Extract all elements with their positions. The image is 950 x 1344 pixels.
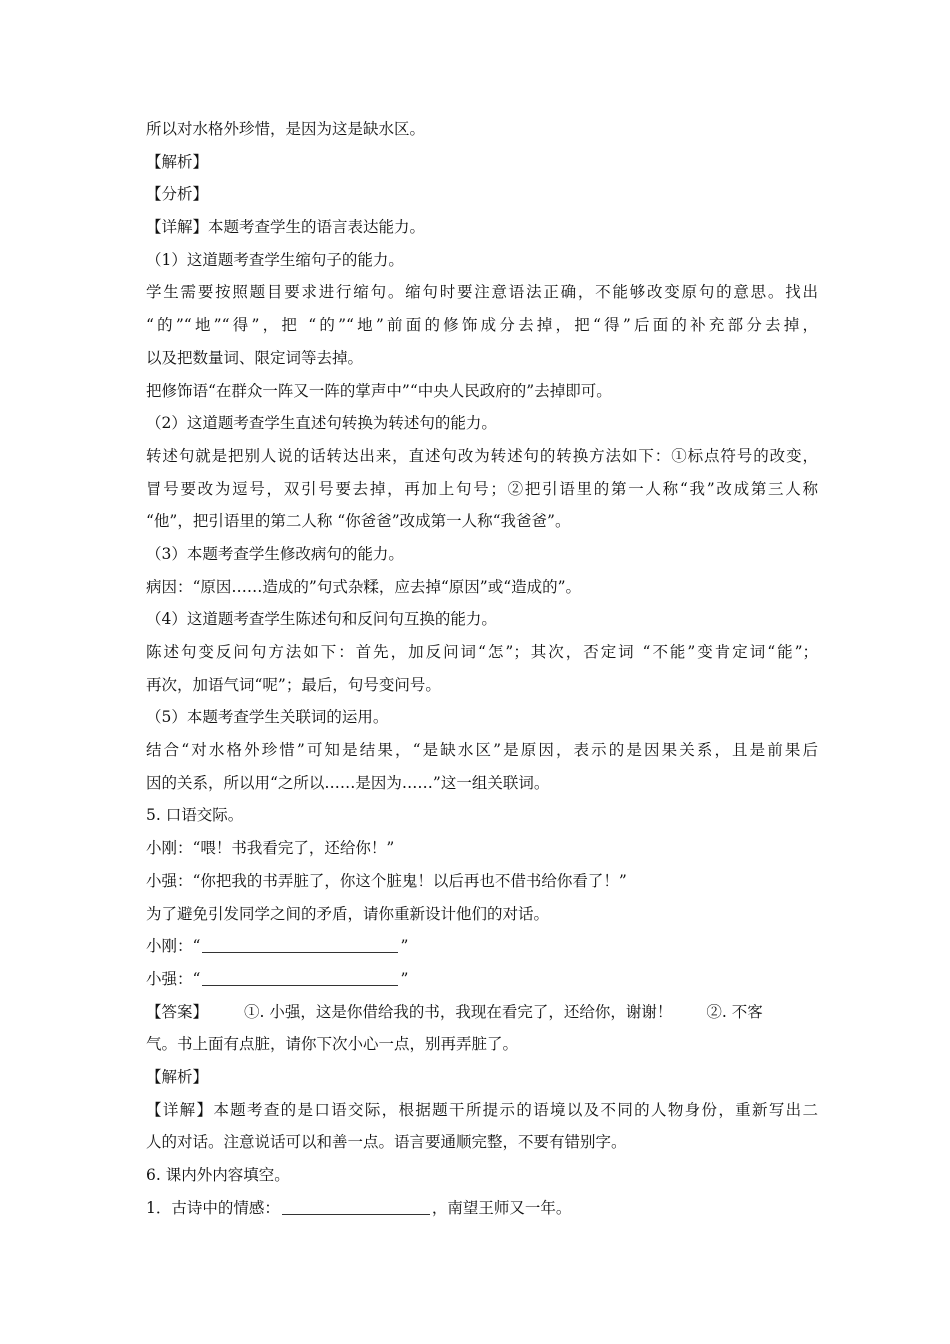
dialogue-prefix: 小刚：“: [146, 937, 201, 956]
text-line: 病因：“原因……造成的”句式杂糅，应去掉“原因”或“造成的”。: [146, 577, 582, 596]
text-line: 转述句就是把别人说的话转达出来，直述句改为转述句的转换方法如下：①标点符号的改变，: [146, 446, 818, 465]
text-line: 把修饰语“在群众一阵又一阵的掌声中”“中央人民政府的”去掉即可。: [146, 381, 612, 400]
dialogue-line: 小强：“你把我的书弄脏了，你这个脏鬼！以后再也不借书给你看了！”: [146, 871, 627, 890]
dialogue-blank-xiaogang: [146, 930, 818, 963]
fill-suffix: ，南望王师又一年。: [431, 1198, 572, 1217]
text-line: 为了避免引发同学之间的矛盾，请你重新设计他们的对话。: [146, 904, 550, 923]
fill-prefix: 1．古诗中的情感：: [146, 1198, 280, 1217]
document-content: [146, 113, 818, 1224]
close-quote: ”: [400, 937, 409, 956]
text-line: （3）本题考查学生修改病句的能力。: [146, 544, 404, 563]
text-line: 【详解】本题考查的是口语交际，根据题干所提示的语境以及不同的人物身份，重新写出二: [146, 1100, 818, 1119]
answer-label: 【答案】: [146, 1002, 209, 1021]
text-line: “他”，把引语里的第二人称 “你爸爸”改成第一人称“我爸爸”。: [146, 512, 571, 531]
answer-line: [146, 996, 818, 1029]
text-line: （1）这道题考查学生缩句子的能力。: [146, 250, 404, 269]
answer-continuation: 气。书上面有点脏，请你下次小心一点，别再弄脏了。: [146, 1035, 519, 1054]
dialogue-blank-xiaoqiang: [146, 963, 818, 996]
text-line: 冒号要改为逗号，双引号要去掉，再加上句号；②把引语里的第一人称“我”改成第三人称: [146, 479, 818, 498]
question-heading-5: 5. 口语交际。: [146, 806, 244, 825]
section-heading-analysis: 【解析】: [146, 152, 209, 171]
text-line: 因的关系，所以用“之所以……是因为……”这一组关联词。: [146, 773, 550, 792]
text-line: 所以对水格外珍惜，是因为这是缺水区。: [146, 120, 426, 138]
answer-part-2: ②. 不客: [706, 1002, 763, 1021]
text-line: 学生需要按照题目要求进行缩句。缩句时要注意语法正确，不能够改变原句的意思。找出: [146, 283, 818, 302]
text-line: 人的对话。注意说话可以和善一点。语言要通顺完整，不要有错别字。: [146, 1133, 627, 1152]
question-heading-6: 6. 课内外内容填空。: [146, 1166, 290, 1184]
answer-part-1: ①. 小强，这是你借给我的书，我现在看完了，还给你，谢谢！: [244, 1002, 673, 1021]
text-line: （5）本题考查学生关联词的运用。: [146, 708, 389, 727]
section-heading-fenxi: 【分析】: [146, 185, 209, 204]
fill-blank-item: [146, 1192, 818, 1225]
text-line: 陈述句变反问句方法如下：首先，加反问词“怎”；其次，否定词 “不能”变肯定词“能”；: [146, 643, 818, 661]
dialogue-prefix: 小强：“: [146, 969, 201, 988]
close-quote: ”: [400, 969, 409, 988]
text-line: 以及把数量词、限定词等去掉。: [146, 348, 364, 367]
text-line: 结合“对水格外珍惜”可知是结果，“是缺水区”是原因，表示的是因果关系，且是前果后: [146, 741, 818, 760]
answer-blank: [202, 969, 398, 986]
answer-blank: [202, 936, 398, 953]
text-line: （4）这道题考查学生陈述句和反问句互换的能力。: [146, 610, 497, 629]
text-line: “的”“地”“得”，把 “的”“地”前面的修饰成分去掉，把“得”后面的补充部分去掉，: [146, 316, 818, 335]
answer-blank: [282, 1198, 430, 1215]
text-line: 【详解】本题考查学生的语言表达能力。: [146, 218, 426, 237]
text-line: （2）这道题考查学生直述句转换为转述句的能力。: [146, 414, 497, 433]
text-line: 再次，加语气词“呢”；最后，句号变问号。: [146, 675, 441, 694]
dialogue-line: 小刚：“喂！书我看完了，还给你！”: [146, 839, 395, 858]
section-heading-analysis: 【解析】: [146, 1067, 209, 1086]
